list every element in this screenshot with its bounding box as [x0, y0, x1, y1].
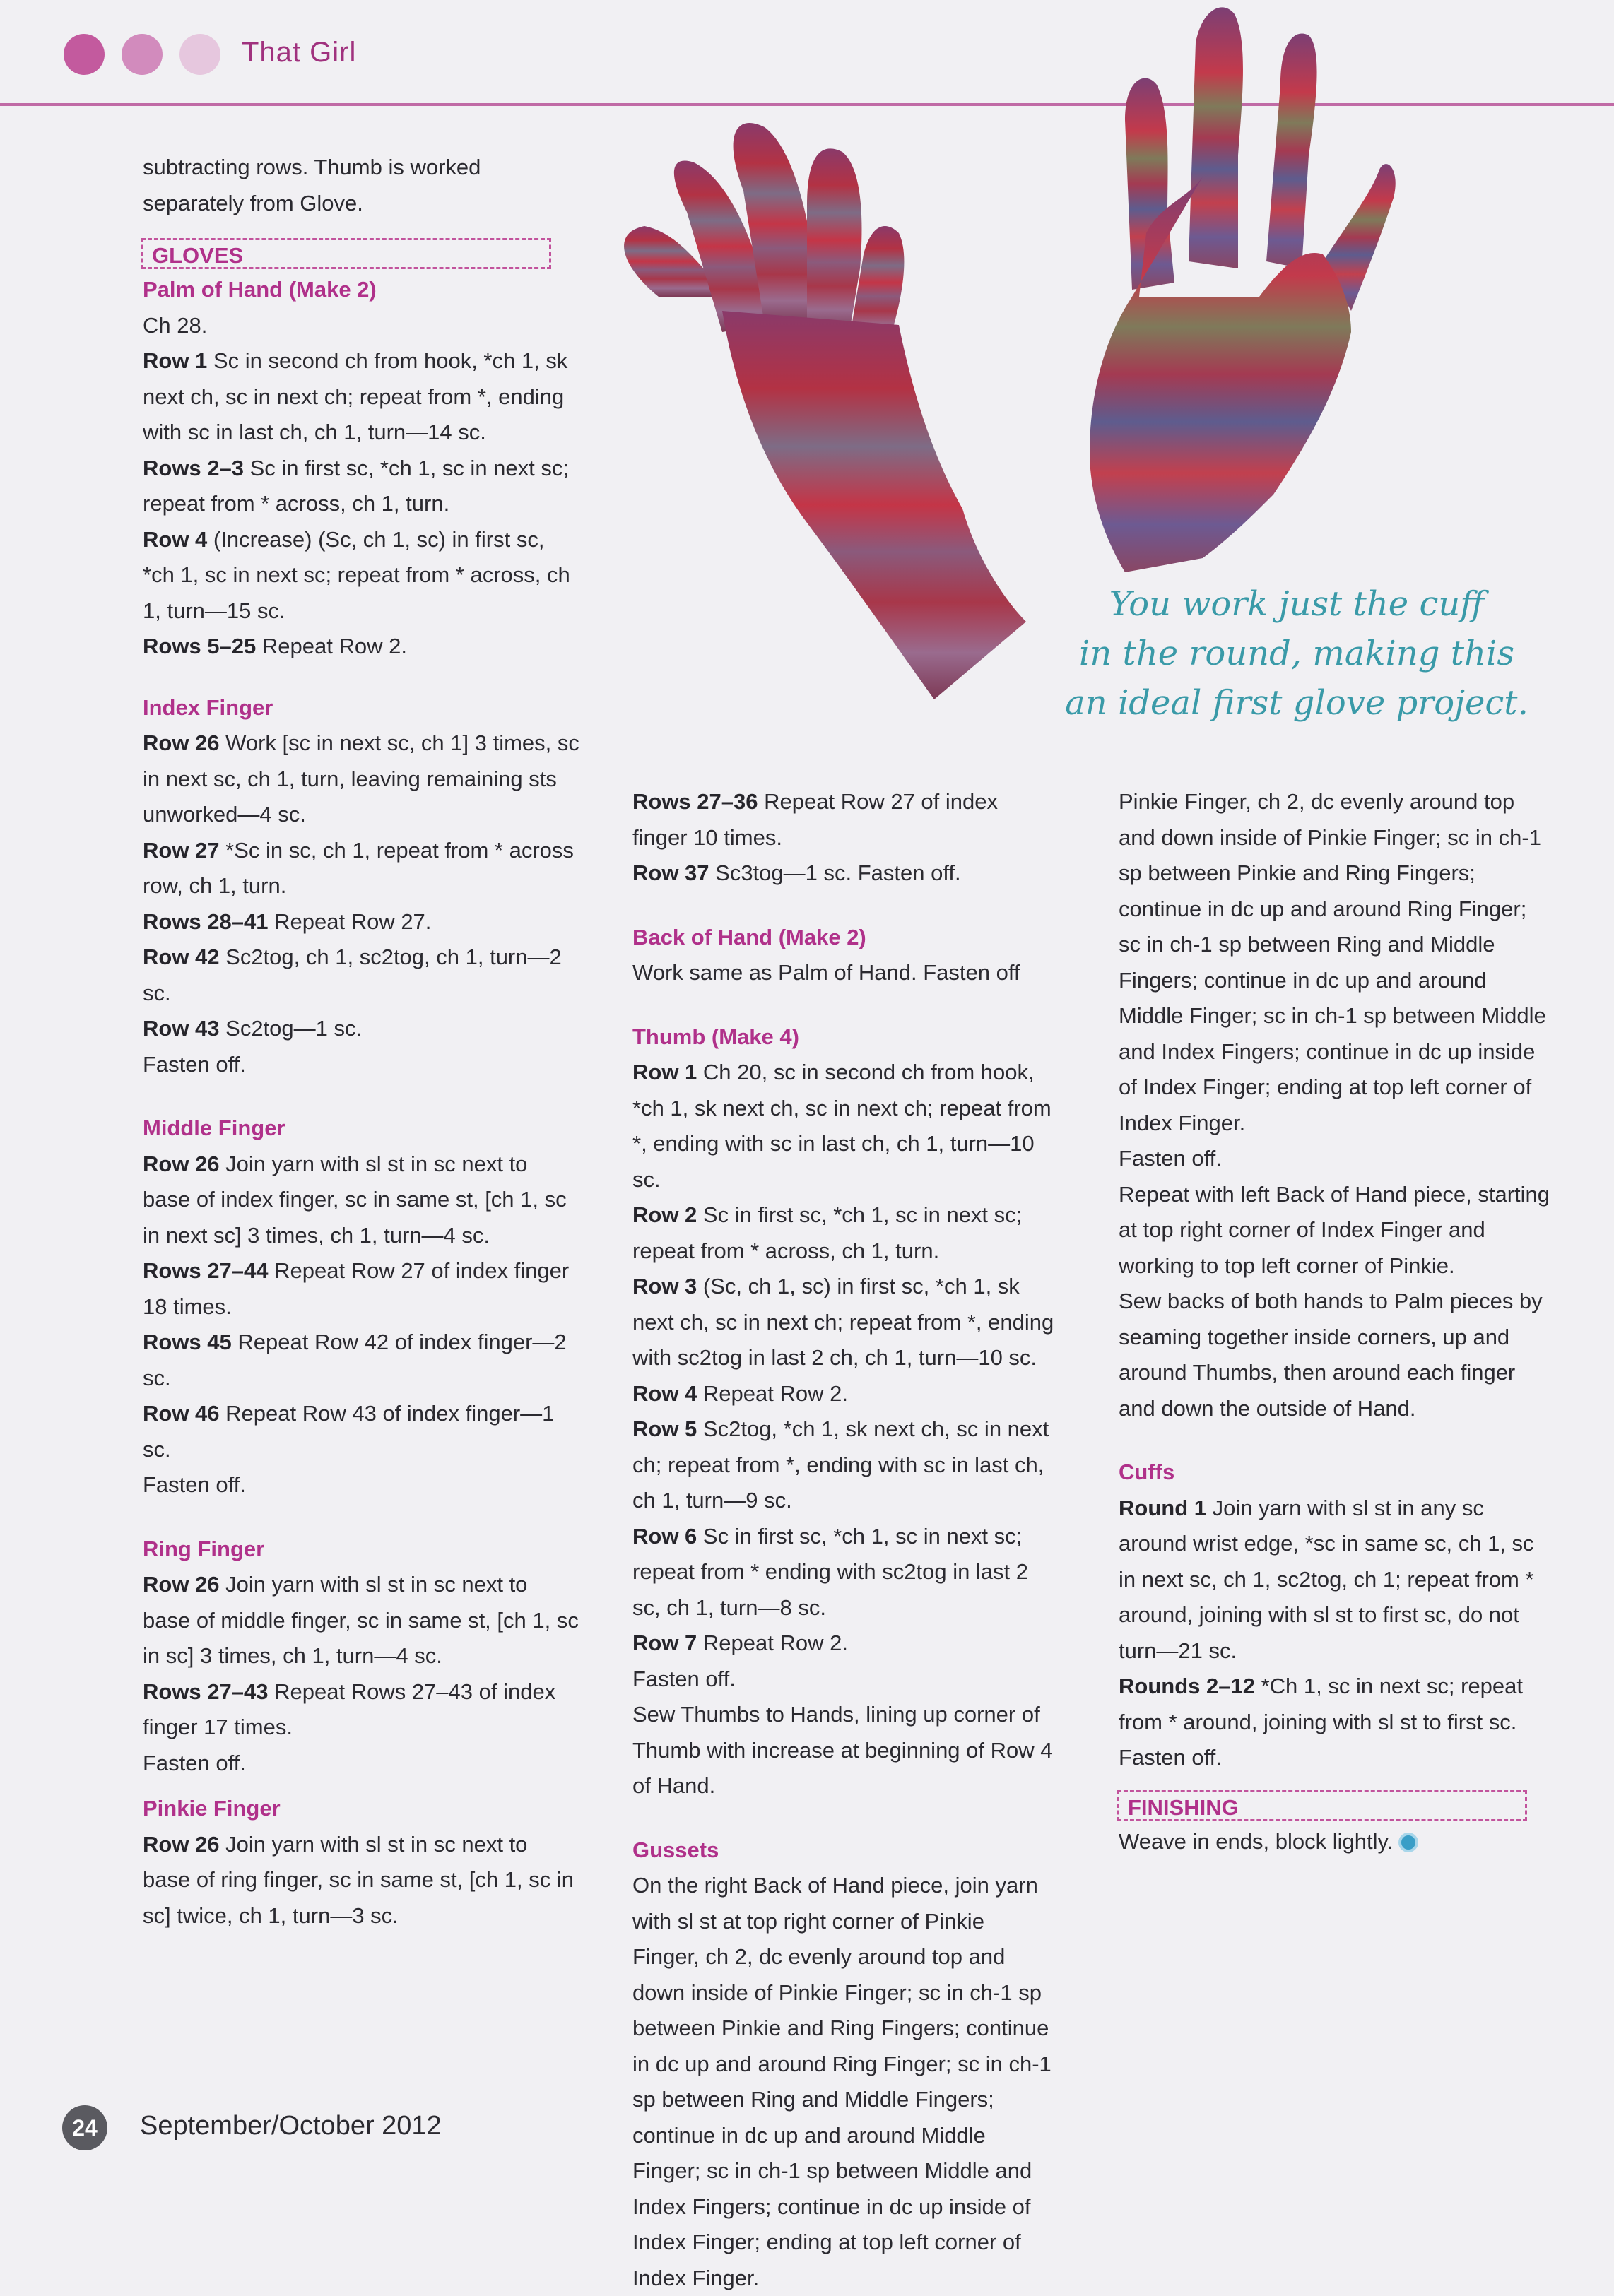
thumb-end: Fasten off. — [632, 1666, 736, 1691]
middle-end: Fasten off. — [143, 1472, 246, 1497]
thumb-heading: Thumb (Make 4) — [632, 1024, 799, 1049]
gussets-end: Fasten off. — [1119, 1146, 1222, 1171]
palm-row: Rows 2–3 Sc in first sc, *ch 1, sc in next sc; repeat from * across, ch 1, turn. — [143, 455, 569, 516]
finishing-text: Weave in ends, block lightly. — [1119, 1824, 1550, 1860]
index-row: Row 43 Sc2tog—1 sc. — [143, 1016, 363, 1041]
cuffs-end: Fasten off. — [1119, 1745, 1222, 1770]
pinkie-heading: Pinkie Finger — [143, 1796, 281, 1821]
middle-heading: Middle Finger — [143, 1116, 285, 1140]
section-gloves: GLOVES — [141, 238, 551, 269]
index-row: Row 42 Sc2tog, ch 1, sc2tog, ch 1, turn—2 sc. — [143, 945, 562, 1005]
intro-text: subtracting rows. Thumb is worked separately from Glove. — [143, 155, 481, 215]
gussets-continued: Pinkie Finger, ch 2, dc evenly around top and down inside of Pinkie Finger; sc in ch-1 sp between Pinkie and Ring Fingers; continue in dc up and around Ring Finger; sc in ch-1 sp between Ring and Middle Fingers; continue in dc up and around Middle Finger; sc in ch-1 sp between Middle and Index Fingers; continue in dc up inside of Index Finger; ending at top left corner of Index Finger. — [1119, 789, 1546, 1135]
gussets-text-1: On the right Back of Hand piece, join yarn with sl st at top right corner of Pinkie Finger, ch 2, dc evenly around top and down inside of Pinkie Finger; sc in ch-1 sp between Pinkie and Ring Fingers; continue in dc up and around Ring Finger; sc in ch-1 sp between Ring and Middle Fingers; continue in dc up and around Middle Finger; sc in ch-1 sp between Middle and Index Fingers; continue in dc up inside of Index Finger; ending at top left corner of Index Finger. — [632, 1873, 1052, 2290]
caption-line-2: in the round, making this — [1079, 634, 1514, 673]
cuffs-row: Rounds 2–12 *Ch 1, sc in next sc; repeat from * around, joining with sl st to first sc. — [1119, 1674, 1524, 1734]
header-dot-dark — [64, 34, 105, 75]
index-row: Row 26 Work [sc in next sc, ch 1] 3 times, sc in next sc, ch 1, turn, leaving remaining sts unworked—4 sc. — [143, 730, 579, 827]
palm-row: Row 1 Sc in second ch from hook, *ch 1, sk next ch, sc in next ch; repeat from *, ending with sc in last ch, ch 1, turn—14 sc. — [143, 348, 568, 444]
end-mark-icon — [1398, 1833, 1418, 1852]
palm-ch: Ch 28. — [143, 312, 208, 338]
pinkie-row: Rows 27–36 Repeat Row 27 of index finger 10 times. — [632, 789, 998, 850]
palm-heading: Palm of Hand (Make 2) — [143, 277, 377, 302]
ring-heading: Ring Finger — [143, 1536, 265, 1561]
caption-line-1: You work just the cuff — [1109, 584, 1485, 624]
page-number: 24 — [62, 2105, 107, 2150]
gussets-heading: Gussets — [632, 1837, 719, 1862]
right-glove — [1090, 7, 1396, 572]
pinkie-row26: Row 26 Join yarn with sl st in sc next to base of ring finger, sc in same st, [ch 1, sc in sc] twice, ch 1, turn—3 sc. — [143, 1831, 574, 1928]
thumb-row: Row 5 Sc2tog, *ch 1, sk next ch, sc in next ch; repeat from *, ending with sc in last ch, ch 1, turn—9 sc. — [632, 1416, 1049, 1513]
section-finishing: FINISHING — [1117, 1790, 1527, 1821]
thumb-row: Row 1 Ch 20, sc in second ch from hook, *ch 1, sk next ch, sc in next ch; repeat from *, ending with sc in last ch, ch 1, turn—10 sc. — [632, 1060, 1052, 1192]
column-1 — [143, 150, 581, 1934]
page-footer — [0, 2091, 1614, 2162]
palm-row: Row 4 (Increase) (Sc, ch 1, sc) in first sc, *ch 1, sc in next sc; repeat from * across, ch 1, turn—15 sc. — [143, 526, 570, 623]
ring-row: Row 26 Join yarn with sl st in sc next to base of middle finger, sc in same st, [ch 1, sc in sc] 3 times, ch 1, turn—4 sc. — [143, 1572, 579, 1668]
thumb-row: Row 7 Repeat Row 2. — [632, 1631, 848, 1655]
gussets-text-3: Sew backs of both hands to Palm pieces by seaming together inside corners, up and around Thumbs, then around each finger and down the outside of Hand. — [1119, 1289, 1543, 1421]
header-dot-light — [179, 34, 220, 75]
thumb-sew: Sew Thumbs to Hands, lining up corner of Thumb with increase at beginning of Row 4 of Hand. — [632, 1702, 1053, 1798]
palm-row: Rows 5–25 Repeat Row 2. — [143, 634, 407, 658]
cuffs-row: Round 1 Join yarn with sl st in any sc around wrist edge, *sc in same sc, ch 1, sc in next sc, ch 1, sc2tog, ch 1; repeat from * around, joining with sl st to first sc, do not turn—21 sc. — [1119, 1495, 1534, 1663]
pinkie-row: Row 37 Sc3tog—1 sc. Fasten off. — [632, 860, 961, 885]
back-heading: Back of Hand (Make 2) — [632, 924, 866, 949]
ring-row: Rows 27–43 Repeat Rows 27–43 of index finger 17 times. — [143, 1679, 556, 1739]
column-3 — [1119, 784, 1550, 1859]
gussets-text-2: Repeat with left Back of Hand piece, starting at top right corner of Index Finger and working to top left corner of Pinkie. — [1119, 1181, 1550, 1278]
photo-caption — [1056, 579, 1537, 728]
middle-row: Row 26 Join yarn with sl st in sc next to base of index finger, sc in same st, [ch 1, sc in next sc] 3 times, ch 1, turn—4 sc. — [143, 1151, 567, 1248]
back-text: Work same as Palm of Hand. Fasten off — [632, 960, 1020, 985]
middle-row: Rows 45 Repeat Row 42 of index finger—2 sc. — [143, 1330, 567, 1390]
middle-row: Rows 27–44 Repeat Row 27 of index finger 18 times. — [143, 1258, 570, 1319]
middle-row: Row 46 Repeat Row 43 of index finger—1 sc. — [143, 1401, 555, 1462]
left-glove — [624, 123, 1026, 699]
thumb-row: Row 2 Sc in first sc, *ch 1, sc in next sc; repeat from * across, ch 1, turn. — [632, 1202, 1023, 1263]
column-2 — [632, 784, 1056, 2290]
header-dot-medium — [122, 34, 163, 75]
index-heading: Index Finger — [143, 694, 273, 720]
thumb-row: Row 3 (Sc, ch 1, sc) in first sc, *ch 1, sk next ch, sc in next ch; repeat from *, ending with sc2tog in last 2 ch, ch 1, turn—10 sc. — [632, 1274, 1054, 1370]
header-brand: That Girl — [242, 37, 357, 68]
ring-end: Fasten off. — [143, 1750, 246, 1775]
issue-date: September/October 2012 — [140, 2111, 442, 2141]
index-row: Rows 28–41 Repeat Row 27. — [143, 909, 432, 934]
index-end: Fasten off. — [143, 1051, 246, 1077]
thumb-row: Row 4 Repeat Row 2. — [632, 1380, 848, 1406]
cuffs-heading: Cuffs — [1119, 1460, 1175, 1484]
caption-line-3: an ideal first glove project. — [1065, 683, 1528, 723]
index-row: Row 27 *Sc in sc, ch 1, repeat from * across row, ch 1, turn. — [143, 837, 574, 898]
thumb-row: Row 6 Sc in first sc, *ch 1, sc in next sc; repeat from * ending with sc2tog in last 2 sc, ch 1, turn—8 sc. — [632, 1523, 1029, 1620]
